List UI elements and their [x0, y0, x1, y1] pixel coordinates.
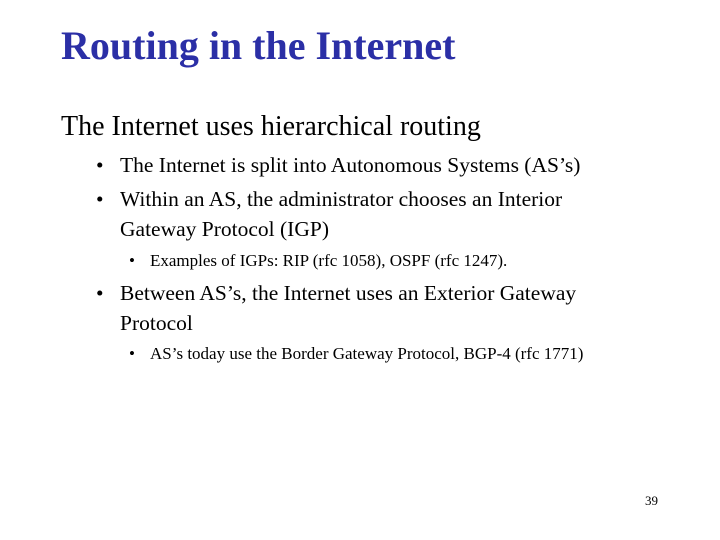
- bullet-text: Between AS’s, the Internet uses an Exterior Gateway Protocol: [120, 281, 577, 335]
- sub-bullet-item: [129, 342, 639, 366]
- lead-statement: The Internet uses hierarchical routing: [61, 111, 481, 142]
- sub-bullet-text: Examples of IGPs: RIP (rfc 1058), OSPF (rfc 1247).: [150, 251, 508, 270]
- sub-bullet-item: [129, 249, 639, 273]
- bullet-item: [96, 278, 656, 338]
- bullet-icon: •: [129, 344, 135, 363]
- bullet-item: [96, 150, 656, 180]
- bullet-item: [96, 184, 656, 244]
- bullet-icon: •: [129, 251, 135, 270]
- sub-bullet-text: AS’s today use the Border Gateway Protocol, BGP-4 (rfc 1771): [150, 344, 584, 363]
- bullet-icon: •: [96, 153, 104, 177]
- bullet-text: Within an AS, the administrator chooses an Interior Gateway Protocol (IGP): [120, 187, 563, 241]
- bullet-text: The Internet is split into Autonomous Systems (AS’s): [120, 153, 581, 177]
- slide-title: Routing in the Internet: [61, 23, 456, 68]
- bullet-icon: •: [96, 281, 104, 305]
- page-number: 39: [645, 493, 658, 508]
- bullet-icon: •: [96, 187, 104, 211]
